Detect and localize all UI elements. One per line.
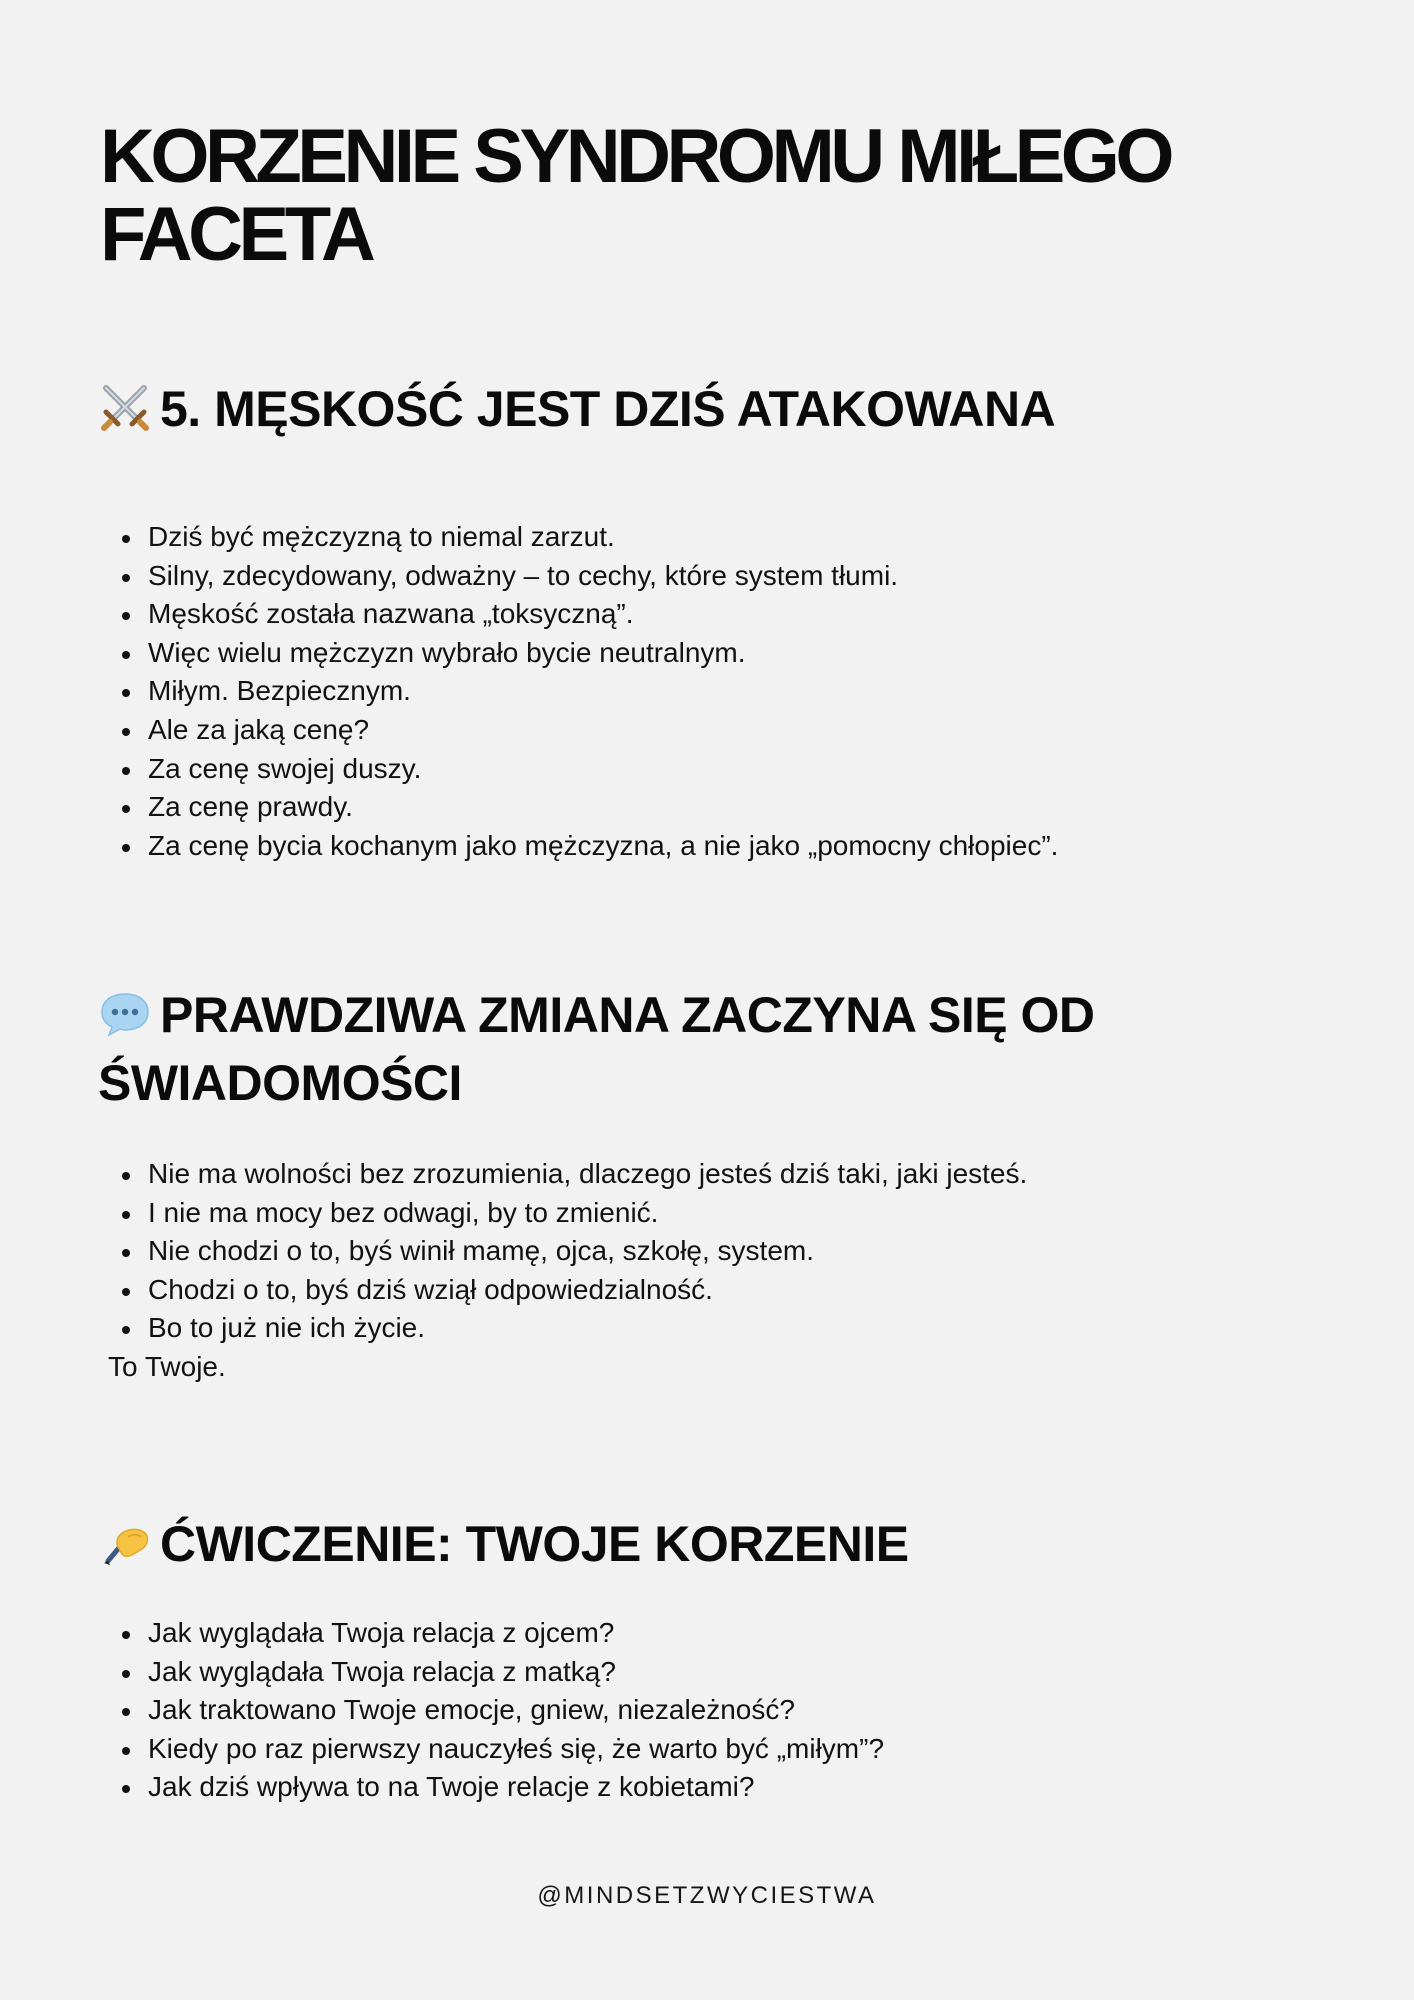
list-item: Za cenę bycia kochanym jako mężczyzna, a nie jako „pomocny chłopiec”.: [148, 827, 1348, 866]
masculinity-list: [148, 518, 1348, 865]
list-item: Silny, zdecydowany, odważny – to cechy, które system tłumi.: [148, 557, 1348, 596]
list-item: Za cenę prawdy.: [148, 788, 1348, 827]
section-heading-text: 5. MĘSKOŚĆ JEST DZIŚ ATAKOWANA: [160, 381, 1056, 437]
list-item: Dziś być mężczyzną to niemal zarzut.: [148, 518, 1348, 557]
list-item: Miłym. Bezpiecznym.: [148, 672, 1348, 711]
list-item: Więc wielu mężczyzn wybrało bycie neutralnym.: [148, 634, 1348, 673]
list-item: Bo to już nie ich życie.: [148, 1309, 1348, 1348]
list-item: I nie ma mocy bez odwagi, by to zmienić.: [148, 1194, 1348, 1233]
page-title: KORZENIE SYNDROMU MIŁEGO FACETA: [100, 114, 1171, 277]
crossed-swords-icon: [98, 382, 152, 432]
list-item: Męskość została nazwana „toksyczną”.: [148, 595, 1348, 634]
footer-handle: @MINDSETZWYCIESTWA: [537, 1882, 877, 1909]
list-item: Za cenę swojej duszy.: [148, 750, 1348, 789]
list-item: Ale za jaką cenę?: [148, 711, 1348, 750]
list-item: Jak traktowano Twoje emocje, gniew, niezależność?: [148, 1691, 1348, 1730]
list-item: Chodzi o to, byś dziś wziął odpowiedzialność.: [148, 1271, 1348, 1310]
list-item: Nie chodzi o to, byś winił mamę, ojca, szkołę, system.: [148, 1232, 1348, 1271]
section-heading-exercise: [98, 1510, 1248, 1578]
writing-hand-icon: [98, 1517, 152, 1567]
list-item: Jak wyglądała Twoja relacja z matką?: [148, 1653, 1348, 1692]
awareness-list: [148, 1155, 1348, 1348]
list-item: Jak dziś wpływa to na Twoje relacje z kobietami?: [148, 1768, 1348, 1807]
list-item: Jak wyglądała Twoja relacja z ojcem?: [148, 1614, 1348, 1653]
section-heading-text: PRAWDZIWA ZMIANA ZACZYNA SIĘ OD ŚWIADOMOŚCI: [98, 987, 1095, 1111]
closing-line: To Twoje.: [108, 1351, 226, 1382]
section-heading-awareness: [98, 981, 1248, 1117]
speech-bubble-icon: [98, 988, 152, 1038]
section-heading-text: ĆWICZENIE: TWOJE KORZENIE: [160, 1516, 909, 1572]
section-heading-masculinity: [98, 375, 1248, 443]
exercise-list: [148, 1614, 1348, 1807]
list-item: Nie ma wolności bez zrozumienia, dlaczego jesteś dziś taki, jaki jesteś.: [148, 1155, 1348, 1194]
list-item: Kiedy po raz pierwszy nauczyłeś się, że warto być „miłym”?: [148, 1730, 1348, 1769]
